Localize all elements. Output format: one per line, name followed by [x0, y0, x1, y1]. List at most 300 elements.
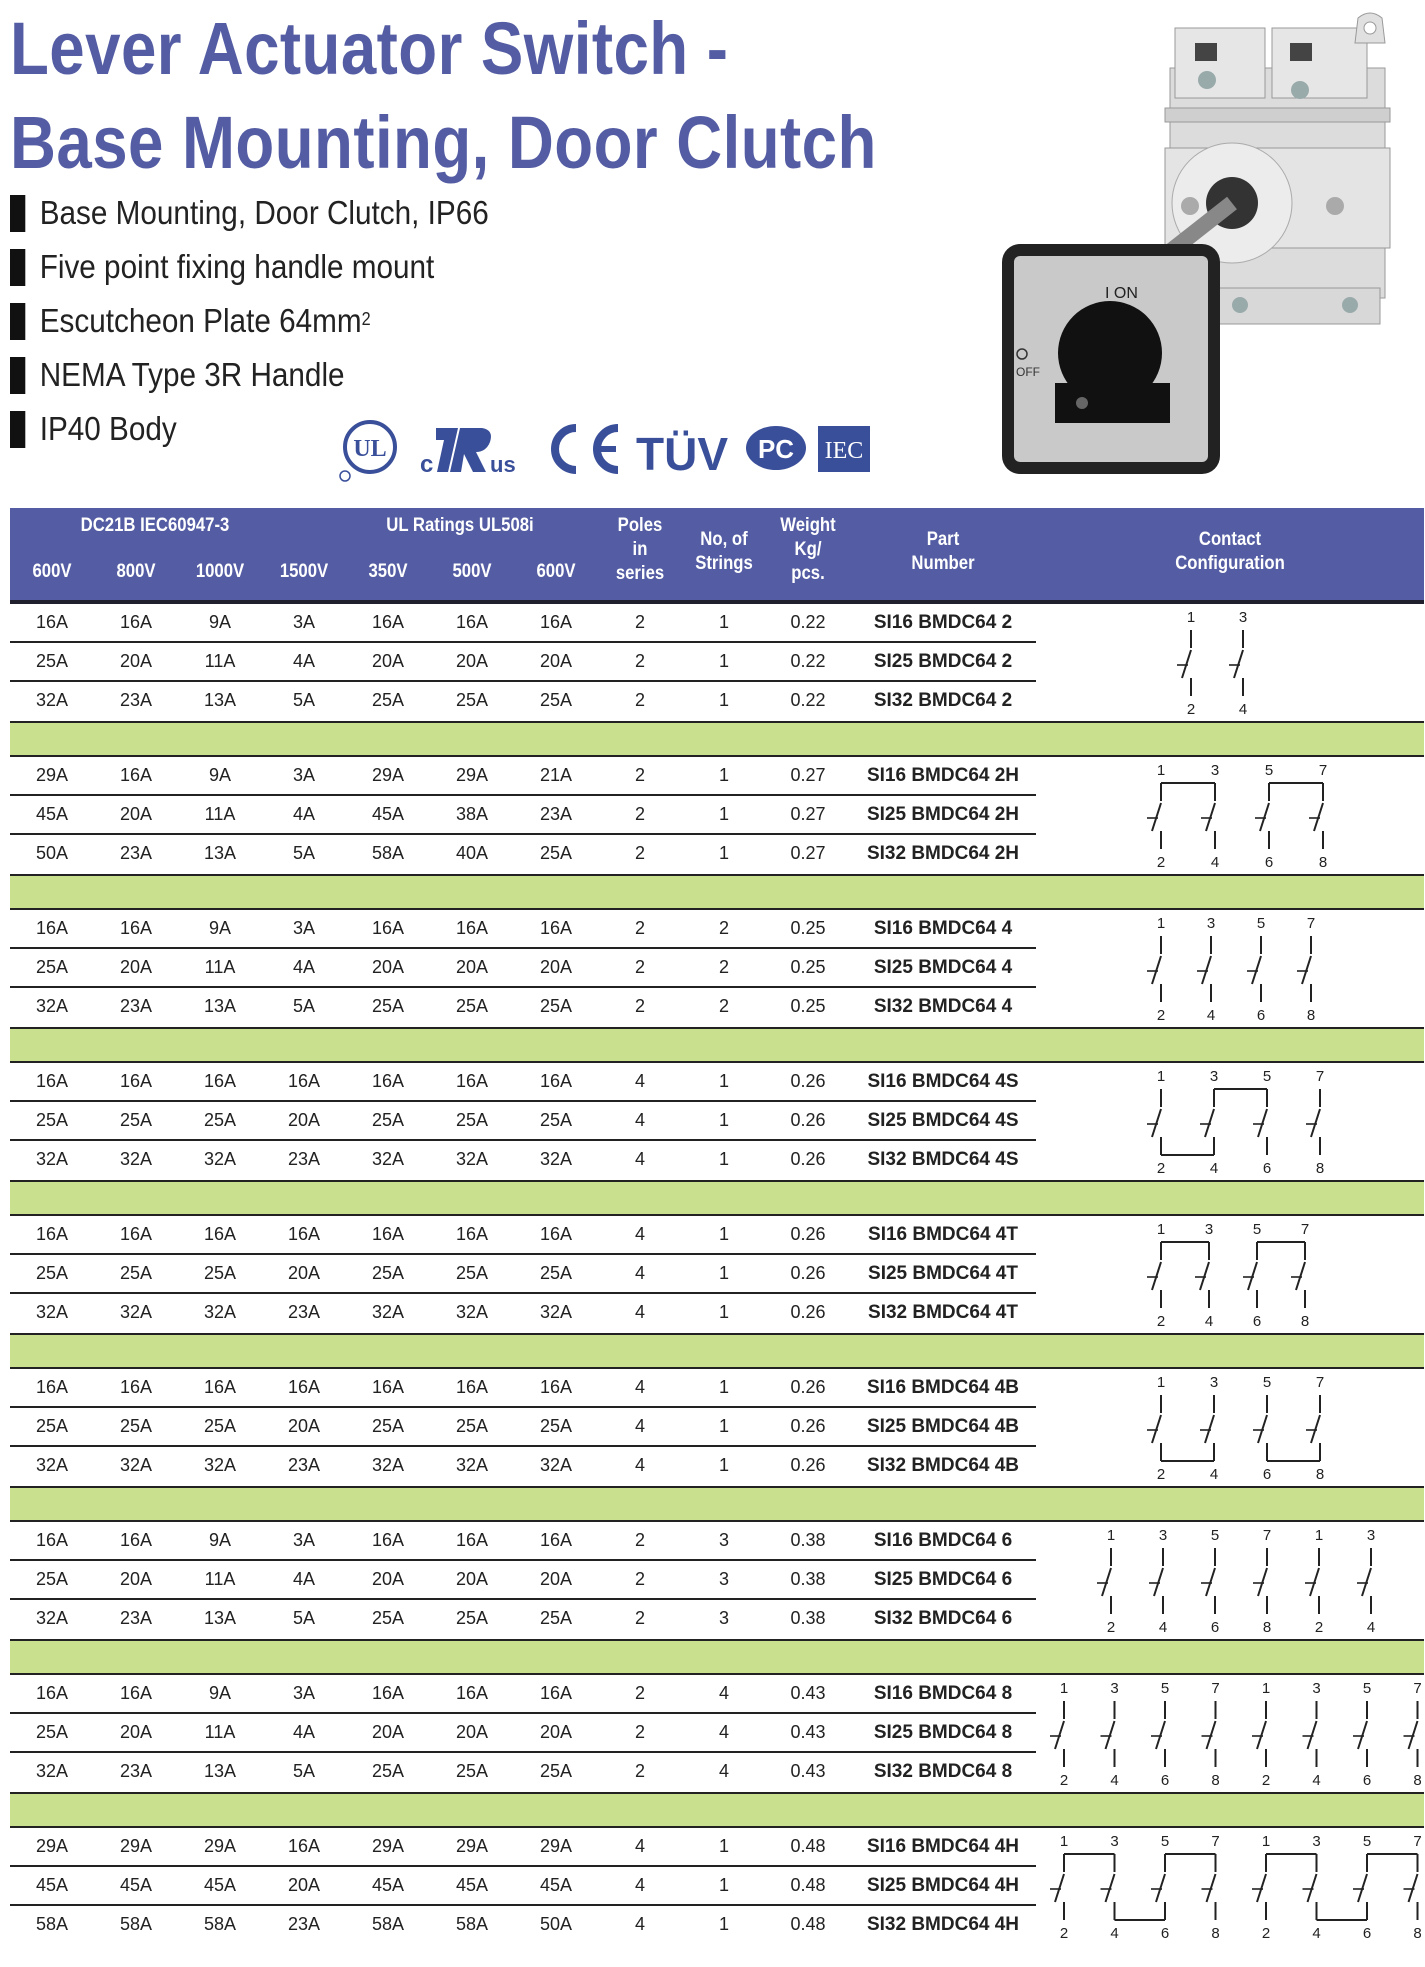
cell-ul-500v: 58A	[455, 1914, 489, 1934]
terminal-label-top: 5	[1160, 1833, 1170, 1850]
cell-strings: 4	[718, 1683, 729, 1703]
cell-strings: 2	[718, 957, 729, 977]
cell-strings: 1	[718, 1875, 729, 1895]
terminal-label-bottom: 4	[1206, 1007, 1216, 1024]
terminal-label-top: 1	[1156, 1221, 1166, 1238]
cell-part-number: SI16 BMDC64 4H	[866, 1836, 1020, 1857]
cell-dc-800v: 45A	[119, 1875, 153, 1895]
cell-poles: 4	[634, 1416, 645, 1436]
contact-configuration-diagram	[1145, 757, 1347, 879]
cell-dc-1000v: 45A	[203, 1875, 237, 1895]
cell-ul-350v: 58A	[371, 843, 405, 863]
cell-dc-1000v: 58A	[203, 1914, 237, 1934]
terminal-label-top: 5	[1362, 1680, 1372, 1697]
cell-dc-1500v: 4A	[292, 651, 316, 671]
cell-dc-800v: 25A	[119, 1110, 153, 1130]
svg-text:IEC: IEC	[824, 438, 864, 464]
terminal-label-top: 7	[1413, 1680, 1422, 1697]
svg-text:UL: UL	[353, 436, 387, 462]
terminal-label-top: 3	[1158, 1527, 1168, 1544]
feature-item	[10, 240, 489, 294]
header-poles: Poles in series	[615, 515, 665, 584]
cell-dc-800v: 23A	[119, 1608, 153, 1628]
cell-dc-600v: 50A	[35, 843, 69, 863]
terminal-label-top: 7	[1300, 1221, 1310, 1238]
header-voltage: 600V	[32, 561, 72, 582]
contact-blade	[1409, 1721, 1418, 1749]
terminal-label-top: 5	[1264, 762, 1274, 779]
product-photo	[1000, 8, 1420, 488]
terminal-label-top: 5	[1262, 1068, 1272, 1085]
cell-dc-800v: 29A	[119, 1836, 153, 1856]
contact-configuration-diagram	[1095, 1522, 1395, 1644]
cell-dc-800v: 16A	[119, 1530, 153, 1550]
contact-blade	[1207, 1721, 1216, 1749]
terminal-label-bottom: 8	[1211, 1772, 1220, 1789]
cell-poles: 2	[634, 1530, 645, 1550]
cell-weight: 0.27	[790, 843, 826, 863]
cell-ul-350v: 16A	[371, 918, 405, 938]
contact-blade	[1409, 1874, 1418, 1902]
contact-blade	[1156, 1721, 1165, 1749]
cell-strings: 1	[718, 1836, 729, 1856]
contact-configuration-diagram	[1145, 910, 1335, 1032]
header-ul-ratings: UL Ratings UL508i	[386, 515, 534, 536]
cell-strings: 1	[718, 1302, 729, 1322]
cell-strings: 3	[718, 1569, 729, 1589]
terminal-label-bottom: 6	[1264, 854, 1274, 871]
cell-ul-500v: 16A	[455, 612, 489, 632]
terminal-label-bottom: 2	[1106, 1619, 1116, 1636]
cell-weight: 0.25	[790, 918, 826, 938]
terminal-label-top: 1	[1156, 1068, 1166, 1085]
group-separator	[10, 1333, 1424, 1369]
contact-blade	[1234, 650, 1243, 678]
cell-dc-800v: 16A	[119, 1071, 153, 1091]
product-group	[10, 604, 1424, 721]
cell-ul-350v: 32A	[371, 1455, 405, 1475]
terminal-label-bottom: 8	[1413, 1772, 1422, 1789]
cell-dc-600v: 45A	[35, 804, 69, 824]
cell-dc-1000v: 9A	[208, 765, 232, 785]
cell-weight: 0.26	[790, 1149, 826, 1169]
contact-blade	[1206, 803, 1215, 831]
cell-poles: 2	[634, 1569, 645, 1589]
cell-dc-800v: 32A	[119, 1149, 153, 1169]
cell-poles: 4	[634, 1110, 645, 1130]
header-voltage: 800V	[116, 561, 156, 582]
terminal-label-top: 3	[1238, 609, 1248, 626]
contact-blade	[1310, 1568, 1319, 1596]
cell-ul-350v: 16A	[371, 612, 405, 632]
cell-strings: 1	[718, 804, 729, 824]
terminal-label-bottom: 6	[1160, 1772, 1170, 1789]
cell-ul-350v: 16A	[371, 1377, 405, 1397]
cell-dc-1500v: 3A	[292, 1683, 316, 1703]
cell-ul-500v: 25A	[455, 1761, 489, 1781]
terminal-label-bottom: 2	[1156, 1007, 1166, 1024]
contact-blade	[1106, 1721, 1115, 1749]
terminal-label-bottom: 2	[1186, 701, 1196, 718]
cell-part-number: SI25 BMDC64 4B	[866, 1416, 1020, 1437]
cell-strings: 1	[718, 765, 729, 785]
tuv-logo-icon	[636, 428, 728, 480]
product-group	[10, 910, 1424, 1027]
cell-ul-600v: 32A	[539, 1455, 573, 1475]
cell-strings: 1	[718, 1263, 729, 1283]
terminal-label-top: 1	[1261, 1833, 1271, 1850]
contact-blade	[1314, 803, 1323, 831]
cell-poles: 4	[634, 1149, 645, 1169]
product-group	[10, 1216, 1424, 1333]
cell-dc-1500v: 23A	[287, 1914, 321, 1934]
cell-strings: 1	[718, 1110, 729, 1130]
terminal-label-top: 7	[1315, 1068, 1325, 1085]
cell-dc-800v: 23A	[119, 843, 153, 863]
contact-blade	[1205, 1109, 1214, 1137]
cell-poles: 2	[634, 612, 645, 632]
terminal-label-bottom: 8	[1318, 854, 1328, 871]
cell-dc-600v: 32A	[35, 996, 69, 1016]
cell-ul-500v: 45A	[455, 1875, 489, 1895]
header-voltage: 600V	[536, 561, 576, 582]
cell-ul-600v: 25A	[539, 1416, 573, 1436]
terminal-label-top: 7	[1211, 1833, 1220, 1850]
product-group	[10, 1369, 1424, 1486]
terminal-label-bottom: 8	[1262, 1619, 1272, 1636]
cell-dc-800v: 25A	[119, 1416, 153, 1436]
cell-dc-800v: 58A	[119, 1914, 153, 1934]
cell-dc-600v: 25A	[35, 1569, 69, 1589]
cell-dc-1000v: 11A	[204, 1569, 236, 1589]
contact-blade	[1106, 1874, 1115, 1902]
bullet-bar-icon	[10, 249, 25, 286]
cell-strings: 1	[718, 1071, 729, 1091]
cell-ul-500v: 16A	[455, 1224, 489, 1244]
cell-ul-350v: 25A	[371, 690, 405, 710]
cell-weight: 0.48	[790, 1914, 826, 1934]
contact-blade	[1258, 1568, 1267, 1596]
cell-ul-600v: 23A	[539, 804, 573, 824]
cell-ul-350v: 58A	[371, 1914, 405, 1934]
contact-blade	[1248, 1262, 1257, 1290]
cell-ul-600v: 20A	[539, 651, 573, 671]
cell-ul-350v: 25A	[371, 1263, 405, 1283]
cell-ul-350v: 16A	[371, 1530, 405, 1550]
cell-dc-600v: 25A	[35, 1110, 69, 1130]
cell-dc-1500v: 5A	[292, 690, 316, 710]
terminal-label-top: 1	[1059, 1680, 1069, 1697]
contact-blade	[1200, 1262, 1209, 1290]
cell-poles: 4	[634, 1071, 645, 1091]
product-group	[10, 1522, 1424, 1639]
cell-dc-800v: 16A	[119, 765, 153, 785]
terminal-label-bottom: 6	[1210, 1619, 1220, 1636]
cell-ul-600v: 25A	[539, 1608, 573, 1628]
cell-poles: 2	[634, 957, 645, 977]
cell-ul-500v: 29A	[455, 1836, 489, 1856]
page-title	[10, 2, 877, 190]
cell-ul-600v: 20A	[539, 1569, 573, 1589]
cell-ul-600v: 25A	[539, 690, 573, 710]
terminal-label-bottom: 6	[1262, 1466, 1272, 1483]
iec-logo-icon	[818, 426, 870, 472]
cell-dc-1500v: 20A	[287, 1263, 321, 1283]
cell-weight: 0.48	[790, 1836, 826, 1856]
group-separator	[10, 1639, 1424, 1675]
cell-ul-600v: 16A	[539, 612, 573, 632]
cell-ul-500v: 25A	[455, 996, 489, 1016]
cell-dc-800v: 32A	[119, 1302, 153, 1322]
cell-part-number: SI16 BMDC64 8	[873, 1683, 1013, 1704]
terminal-label-top: 5	[1210, 1527, 1220, 1544]
contact-blade	[1257, 1721, 1266, 1749]
contact-blade	[1358, 1721, 1367, 1749]
cell-weight: 0.26	[790, 1263, 826, 1283]
cell-dc-800v: 16A	[119, 1224, 153, 1244]
cell-dc-800v: 20A	[119, 804, 153, 824]
cell-part-number: SI16 BMDC64 4T	[868, 1224, 1018, 1245]
cell-part-number: SI32 BMDC64 4S	[867, 1149, 1019, 1170]
cell-part-number: SI16 BMDC64 4B	[866, 1377, 1020, 1398]
cell-dc-800v: 32A	[119, 1455, 153, 1475]
cell-dc-1500v: 5A	[292, 996, 316, 1016]
cell-ul-600v: 16A	[539, 1377, 573, 1397]
cell-ul-600v: 25A	[539, 1761, 573, 1781]
cell-ul-500v: 25A	[455, 1416, 489, 1436]
ce-mark-icon	[555, 428, 618, 470]
cell-strings: 1	[718, 1224, 729, 1244]
terminal-label-top: 7	[1306, 915, 1316, 932]
cell-ul-500v: 16A	[455, 1071, 489, 1091]
cell-weight: 0.27	[790, 804, 826, 824]
terminal-label-top: 7	[1262, 1527, 1272, 1544]
terminal-label-top: 3	[1209, 1374, 1219, 1391]
cell-part-number: SI32 BMDC64 4	[873, 996, 1013, 1017]
contact-blade	[1308, 1721, 1317, 1749]
terminal-label-bottom: 4	[1204, 1313, 1214, 1330]
cell-strings: 3	[718, 1530, 729, 1550]
cell-weight: 0.26	[790, 1110, 826, 1130]
cell-ul-350v: 20A	[371, 1569, 405, 1589]
cell-strings: 1	[718, 843, 729, 863]
terminal-label-top: 3	[1312, 1833, 1321, 1850]
cell-dc-800v: 16A	[119, 1683, 153, 1703]
feature-item	[10, 186, 489, 240]
cell-dc-600v: 32A	[35, 1608, 69, 1628]
terminal-label-bottom: 2	[1261, 1772, 1271, 1789]
cell-ul-350v: 20A	[371, 1722, 405, 1742]
cell-dc-1500v: 23A	[287, 1455, 321, 1475]
cell-dc-1000v: 25A	[203, 1110, 237, 1130]
cell-part-number: SI16 BMDC64 6	[873, 1530, 1013, 1551]
cell-weight: 0.22	[790, 690, 826, 710]
cell-part-number: SI25 BMDC64 4S	[867, 1110, 1019, 1131]
cell-strings: 4	[718, 1722, 729, 1742]
cell-part-number: SI16 BMDC64 4	[873, 918, 1013, 939]
contact-blade	[1152, 1109, 1161, 1137]
cell-ul-350v: 29A	[371, 1836, 405, 1856]
cell-dc-1500v: 3A	[292, 765, 316, 785]
terminal-label-bottom: 4	[1312, 1772, 1321, 1789]
cell-dc-600v: 45A	[35, 1875, 69, 1895]
contact-blade	[1308, 1874, 1317, 1902]
feature-item	[10, 348, 489, 402]
contact-blade	[1152, 803, 1161, 831]
cell-ul-500v: 25A	[455, 690, 489, 710]
cell-weight: 0.43	[790, 1761, 826, 1781]
cell-dc-1000v: 13A	[203, 690, 237, 710]
cell-poles: 4	[634, 1224, 645, 1244]
cell-dc-1500v: 4A	[292, 957, 316, 977]
header-dc21b: DC21B IEC60947-3	[80, 515, 230, 536]
contact-blade	[1202, 956, 1211, 984]
pct-logo-icon	[746, 426, 806, 470]
cell-ul-600v: 25A	[539, 1263, 573, 1283]
cell-dc-1500v: 20A	[287, 1875, 321, 1895]
group-separator	[10, 721, 1424, 757]
cell-dc-1000v: 32A	[203, 1149, 237, 1169]
cell-ul-500v: 16A	[455, 1683, 489, 1703]
feature-item	[10, 294, 489, 348]
cell-part-number: SI16 BMDC64 2H	[866, 765, 1020, 786]
svg-text:TÜV: TÜV	[636, 428, 728, 480]
feature-text: Base Mounting, Door Clutch, IP66	[39, 194, 489, 231]
terminal-label-bottom: 6	[1362, 1772, 1372, 1789]
contact-configuration-diagram	[1145, 1063, 1344, 1185]
cell-dc-1500v: 16A	[287, 1071, 321, 1091]
cell-weight: 0.26	[790, 1416, 826, 1436]
cell-poles: 4	[634, 1377, 645, 1397]
cell-weight: 0.25	[790, 996, 826, 1016]
header-strings: No, of Strings	[695, 529, 753, 574]
bullet-bar-icon	[10, 411, 25, 448]
cell-dc-1000v: 9A	[208, 1530, 232, 1550]
svg-text:OFF: OFF	[1016, 365, 1040, 379]
cell-poles: 2	[634, 1722, 645, 1742]
product-group	[10, 1828, 1424, 1945]
header-voltage: 1500V	[279, 561, 329, 582]
contact-blade	[1152, 1262, 1161, 1290]
cell-dc-600v: 16A	[35, 612, 69, 632]
svg-text:us: us	[490, 452, 516, 477]
terminal-label-top: 3	[1312, 1680, 1321, 1697]
cell-poles: 4	[634, 1455, 645, 1475]
cell-dc-1500v: 16A	[287, 1224, 321, 1244]
contact-blade	[1055, 1874, 1064, 1902]
cell-dc-1000v: 9A	[208, 918, 232, 938]
terminal-label-bottom: 2	[1156, 854, 1166, 871]
cell-dc-800v: 20A	[119, 651, 153, 671]
contact-blade	[1182, 650, 1191, 678]
terminal-label-top: 3	[1366, 1527, 1376, 1544]
cell-weight: 0.26	[790, 1302, 826, 1322]
cell-poles: 4	[634, 1914, 645, 1934]
cell-ul-600v: 16A	[539, 918, 573, 938]
cell-ul-500v: 16A	[455, 1377, 489, 1397]
cell-ul-500v: 16A	[455, 1530, 489, 1550]
cell-ul-350v: 25A	[371, 1416, 405, 1436]
cell-poles: 2	[634, 1608, 645, 1628]
contact-blade	[1358, 1874, 1367, 1902]
cell-dc-1000v: 25A	[203, 1263, 237, 1283]
cell-dc-1000v: 9A	[208, 612, 232, 632]
header-weight: Weight Kg/ pcs.	[780, 515, 836, 584]
cell-strings: 4	[718, 1761, 729, 1781]
title-line-2: Base Mounting, Door Clutch	[10, 101, 877, 184]
terminal-label-bottom: 8	[1211, 1925, 1220, 1942]
cell-dc-600v: 25A	[35, 651, 69, 671]
contact-configuration-diagram	[1048, 1828, 1425, 1950]
header-voltage: 350V	[368, 561, 408, 582]
cell-poles: 2	[634, 651, 645, 671]
cell-dc-1500v: 16A	[287, 1377, 321, 1397]
cell-dc-1000v: 11A	[204, 1722, 236, 1742]
cell-part-number: SI32 BMDC64 6	[873, 1608, 1013, 1629]
terminal-label-bottom: 4	[1238, 701, 1248, 718]
terminal-label-top: 1	[1156, 915, 1166, 932]
cell-ul-350v: 29A	[371, 765, 405, 785]
cell-ul-350v: 45A	[371, 1875, 405, 1895]
header-voltage: 500V	[452, 561, 492, 582]
cell-ul-600v: 21A	[539, 765, 573, 785]
cell-weight: 0.25	[790, 957, 826, 977]
cell-poles: 2	[634, 1683, 645, 1703]
terminal-label-top: 1	[1261, 1680, 1271, 1697]
cell-poles: 4	[634, 1263, 645, 1283]
terminal-label-bottom: 4	[1366, 1619, 1376, 1636]
cell-dc-1500v: 23A	[287, 1302, 321, 1322]
contact-blade	[1206, 1568, 1215, 1596]
feature-text: Escutcheon Plate 64mm	[39, 302, 362, 339]
cell-ul-500v: 29A	[455, 765, 489, 785]
contact-blade	[1311, 1415, 1320, 1443]
terminal-label-bottom: 2	[1059, 1772, 1069, 1789]
cell-dc-1500v: 23A	[287, 1149, 321, 1169]
svg-text:PC: PC	[757, 434, 795, 464]
cell-ul-350v: 20A	[371, 651, 405, 671]
cell-dc-600v: 16A	[35, 1530, 69, 1550]
terminal-label-bottom: 2	[1261, 1925, 1271, 1942]
cell-dc-1000v: 11A	[204, 804, 236, 824]
cell-ul-600v: 25A	[539, 1110, 573, 1130]
bullet-bar-icon	[10, 357, 25, 394]
cell-ul-600v: 20A	[539, 1722, 573, 1742]
cell-dc-800v: 20A	[119, 1722, 153, 1742]
cell-dc-600v: 25A	[35, 1263, 69, 1283]
contact-configuration-diagram	[1145, 1369, 1344, 1491]
cell-weight: 0.26	[790, 1377, 826, 1397]
cell-strings: 3	[718, 1608, 729, 1628]
cell-weight: 0.27	[790, 765, 826, 785]
product-group	[10, 1063, 1424, 1180]
terminal-label-top: 7	[1318, 762, 1328, 779]
terminal-label-bottom: 8	[1306, 1007, 1316, 1024]
cell-ul-500v: 32A	[455, 1149, 489, 1169]
cell-dc-1500v: 4A	[292, 804, 316, 824]
contact-blade	[1252, 956, 1261, 984]
terminal-label-bottom: 4	[1158, 1619, 1168, 1636]
contact-blade	[1260, 803, 1269, 831]
certification-logos-svg	[336, 412, 916, 482]
cell-dc-1000v: 16A	[203, 1377, 237, 1397]
terminal-label-top: 1	[1106, 1527, 1116, 1544]
cell-ul-600v: 20A	[539, 957, 573, 977]
cell-ul-600v: 50A	[539, 1914, 573, 1934]
cell-ul-500v: 40A	[455, 843, 489, 863]
cell-ul-500v: 32A	[455, 1455, 489, 1475]
terminal-label-top: 1	[1156, 1374, 1166, 1391]
